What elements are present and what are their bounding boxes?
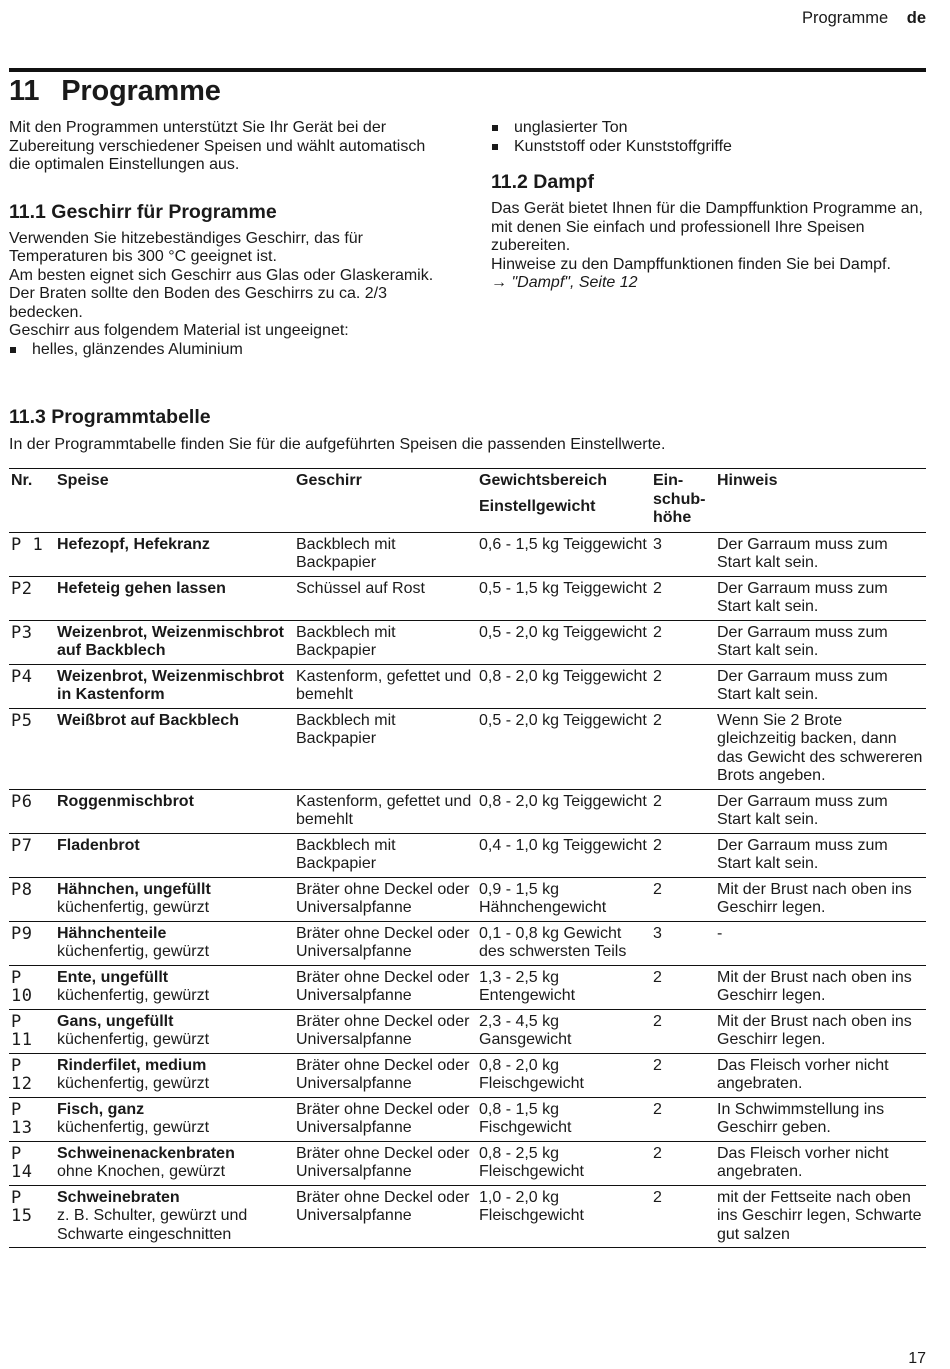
note-cell: Das Fleisch vorher nicht angebraten. bbox=[717, 1144, 889, 1180]
table-row bbox=[9, 1009, 926, 1053]
note-cell: Der Garraum muss zum Start kalt sein. bbox=[717, 836, 888, 872]
program-number: P 11 bbox=[11, 1011, 33, 1050]
cookware-cell: Backblech mit Backpapier bbox=[296, 836, 396, 872]
weight-cell: 1,3 - 2,5 kg Entengewicht bbox=[479, 968, 576, 1004]
chapter-title-text: Programme bbox=[61, 75, 221, 107]
section-11-2-title: 11.2 Dampf bbox=[491, 171, 594, 193]
program-number: P 12 bbox=[11, 1055, 33, 1094]
table-row bbox=[9, 576, 926, 620]
dish-name: Schweinenackenbraten bbox=[57, 1144, 235, 1162]
chapter-number: 11 bbox=[9, 75, 40, 107]
cookware-cell: Bräter ohne Deckel oder Universalpfanne bbox=[296, 1100, 470, 1136]
weight-cell: 0,8 - 2,5 kg Fleischgewicht bbox=[479, 1144, 584, 1180]
dish-name: Fladenbrot bbox=[57, 836, 140, 854]
note-cell: Wenn Sie 2 Brote gleichzeitig backen, dann das Gewicht des schwereren Brots angeben. bbox=[717, 711, 923, 784]
col-header-gewicht-range: Gewichtsbereich bbox=[479, 472, 608, 489]
table-row bbox=[9, 965, 926, 1009]
dish-cell bbox=[55, 576, 294, 620]
dish-name: Hefeteig gehen lassen bbox=[57, 579, 226, 597]
intro-paragraph: Mit den Programmen unterstützt Sie Ihr Gerät bei der Zubereitung verschiedener Speisen und wählt automatisch die optimalen Einstellungen aus. bbox=[9, 119, 426, 173]
section-11-1-p1: Verwenden Sie hitzebeständiges Geschirr, das für Temperaturen bis 300 °C geeignet ist. bbox=[9, 229, 363, 265]
program-number: P3 bbox=[11, 622, 33, 643]
col-header-speise: Speise bbox=[57, 472, 109, 489]
shelf-level-cell: 2 bbox=[653, 1100, 662, 1118]
shelf-level-cell: 2 bbox=[653, 792, 662, 810]
weight-cell: 0,5 - 2,0 kg Teiggewicht bbox=[479, 623, 647, 641]
note-cell: Der Garraum muss zum Start kalt sein. bbox=[717, 579, 888, 615]
table-row bbox=[9, 664, 926, 708]
program-number: P6 bbox=[11, 791, 33, 812]
cookware-cell: Bräter ohne Deckel oder Universalpfanne bbox=[296, 1012, 470, 1048]
program-number: P2 bbox=[11, 578, 33, 599]
note-cell: Mit der Brust nach oben ins Geschirr legen. bbox=[717, 968, 912, 1004]
col-header-hinweis: Hinweis bbox=[717, 472, 778, 489]
page-number: 17 bbox=[908, 1350, 926, 1367]
cookware-cell: Schüssel auf Rost bbox=[296, 579, 425, 597]
table-row bbox=[9, 877, 926, 921]
shelf-level-cell: 2 bbox=[653, 1012, 662, 1030]
dish-cell bbox=[55, 708, 294, 789]
shelf-level-cell: 2 bbox=[653, 1144, 662, 1162]
shelf-level-cell: 2 bbox=[653, 1056, 662, 1074]
header-language: de bbox=[906, 9, 926, 27]
table-row bbox=[9, 1185, 926, 1248]
shelf-level-cell: 2 bbox=[653, 711, 662, 729]
dish-cell bbox=[55, 1009, 294, 1053]
cookware-cell: Bräter ohne Deckel oder Universalpfanne bbox=[296, 924, 470, 960]
dish-cell bbox=[55, 1141, 294, 1185]
shelf-level-cell: 2 bbox=[653, 579, 662, 597]
dish-cell bbox=[55, 532, 294, 576]
note-cell: Mit der Brust nach oben ins Geschirr legen. bbox=[717, 1012, 912, 1048]
shelf-level-cell: 2 bbox=[653, 667, 662, 685]
dish-note: küchenfertig, gewürzt bbox=[57, 1031, 210, 1048]
dish-cell bbox=[55, 921, 294, 965]
dish-note: küchenfertig, gewürzt bbox=[57, 1075, 210, 1092]
program-number: P5 bbox=[11, 710, 33, 731]
dish-cell bbox=[55, 877, 294, 921]
dish-note: küchenfertig, gewürzt bbox=[57, 987, 210, 1004]
shelf-level-cell: 2 bbox=[653, 623, 662, 641]
cookware-cell: Kastenform, gefettet und bemehlt bbox=[296, 792, 472, 828]
table-row bbox=[9, 1141, 926, 1185]
cookware-cell: Backblech mit Backpapier bbox=[296, 623, 396, 659]
cookware-cell: Kastenform, gefettet und bemehlt bbox=[296, 667, 472, 703]
dish-name: Hähnchenteile bbox=[57, 924, 167, 942]
weight-cell: 0,5 - 1,5 kg Teiggewicht bbox=[479, 579, 647, 597]
weight-cell: 0,1 - 0,8 kg Gewicht des schwersten Teils bbox=[479, 924, 627, 960]
shelf-level-cell: 2 bbox=[653, 880, 662, 898]
table-row bbox=[9, 620, 926, 664]
note-cell: Der Garraum muss zum Start kalt sein. bbox=[717, 623, 888, 659]
dish-cell bbox=[55, 833, 294, 877]
left-column bbox=[9, 119, 449, 359]
running-header bbox=[802, 9, 926, 28]
cookware-cell: Bräter ohne Deckel oder Universalpfanne bbox=[296, 1188, 470, 1224]
list-item: Kunststoff oder Kunststoffgriffe bbox=[491, 138, 926, 157]
section-11-3-intro: In der Programmtabelle finden Sie für die aufgeführten Speisen die passenden Einstellwerte. bbox=[9, 436, 666, 453]
weight-cell: 0,8 - 2,0 kg Fleischgewicht bbox=[479, 1056, 584, 1092]
note-cell: - bbox=[717, 924, 723, 942]
program-number: P 15 bbox=[11, 1187, 33, 1226]
weight-cell: 0,8 - 2,0 kg Teiggewicht bbox=[479, 792, 647, 810]
dish-name: Fisch, ganz bbox=[57, 1100, 145, 1118]
col-header-hoehe: Ein-schub-höhe bbox=[653, 472, 706, 526]
weight-cell: 0,9 - 1,5 kg Hähnchengewicht bbox=[479, 880, 607, 916]
weight-cell: 0,6 - 1,5 kg Teiggewicht bbox=[479, 535, 647, 553]
table-header-row bbox=[9, 469, 926, 533]
weight-cell: 1,0 - 2,0 kg Fleischgewicht bbox=[479, 1188, 584, 1224]
section-11-3-title: 11.3 Programmtabelle bbox=[9, 406, 211, 428]
table-row bbox=[9, 1097, 926, 1141]
dish-name: Hefezopf, Hefekranz bbox=[57, 535, 210, 553]
dish-name: Schweinebraten bbox=[57, 1188, 180, 1206]
note-cell: Das Fleisch vorher nicht angebraten. bbox=[717, 1056, 889, 1092]
dish-name: Rinderfilet, medium bbox=[57, 1056, 207, 1074]
shelf-level-cell: 3 bbox=[653, 924, 662, 942]
table-row bbox=[9, 532, 926, 576]
dish-cell bbox=[55, 620, 294, 664]
program-number: P9 bbox=[11, 923, 33, 944]
table-row bbox=[9, 708, 926, 789]
col-header-gewicht-setting: Einstellgewicht bbox=[479, 497, 596, 515]
weight-cell: 0,4 - 1,0 kg Teiggewicht bbox=[479, 836, 647, 854]
note-cell: mit der Fettseite nach oben ins Geschirr legen, Schwarte gut salzen bbox=[717, 1188, 922, 1243]
header-section: Programme bbox=[801, 9, 889, 27]
shelf-level-cell: 2 bbox=[653, 836, 662, 854]
shelf-level-cell: 3 bbox=[653, 535, 662, 553]
chapter-title bbox=[9, 73, 221, 109]
dish-note: küchenfertig, gewürzt bbox=[57, 1119, 210, 1136]
dish-name: Weißbrot auf Backblech bbox=[57, 711, 239, 729]
dish-name: Hähnchen, ungefüllt bbox=[57, 880, 211, 898]
note-cell: Der Garraum muss zum Start kalt sein. bbox=[717, 535, 888, 571]
program-number: P7 bbox=[11, 835, 33, 856]
program-number: P8 bbox=[11, 879, 33, 900]
program-number: P 10 bbox=[11, 967, 33, 1006]
cookware-cell: Bräter ohne Deckel oder Universalpfanne bbox=[296, 1144, 470, 1180]
cookware-cell: Bräter ohne Deckel oder Universalpfanne bbox=[296, 968, 470, 1004]
list-item: helles, glänzendes Aluminium bbox=[9, 341, 449, 360]
dish-cell bbox=[55, 1185, 294, 1248]
section-11-1-title: 11.1 Geschirr für Programme bbox=[9, 200, 277, 223]
note-cell: Mit der Brust nach oben ins Geschirr legen. bbox=[717, 880, 912, 916]
program-number: P 1 bbox=[11, 534, 44, 555]
dish-name: Ente, ungefüllt bbox=[57, 968, 169, 986]
cookware-cell: Bräter ohne Deckel oder Universalpfanne bbox=[296, 880, 470, 916]
right-column bbox=[491, 119, 926, 293]
cross-reference-link[interactable]: "Dampf", Seite 12 bbox=[511, 274, 638, 291]
table-row bbox=[9, 789, 926, 833]
weight-cell: 0,5 - 2,0 kg Teiggewicht bbox=[479, 711, 647, 729]
cross-reference[interactable] bbox=[491, 274, 926, 293]
dish-name: Gans, ungefüllt bbox=[57, 1012, 174, 1030]
cookware-cell: Backblech mit Backpapier bbox=[296, 711, 396, 747]
weight-cell: 2,3 - 4,5 kg Gansgewicht bbox=[479, 1012, 572, 1048]
weight-cell: 0,8 - 2,0 kg Teiggewicht bbox=[479, 667, 647, 685]
section-11-1-p2: Am besten eignet sich Geschirr aus Glas oder Glaskeramik. Der Braten sollte den Boden des Geschirrs zu ca. 2/3 bedecken. bbox=[9, 266, 434, 321]
dish-cell bbox=[55, 1097, 294, 1141]
arrow-icon: → bbox=[491, 274, 507, 291]
dish-cell bbox=[55, 664, 294, 708]
table-row bbox=[9, 1053, 926, 1097]
dish-name: Weizenbrot, Weizenmischbrot in Kastenform bbox=[57, 667, 284, 703]
dish-cell bbox=[55, 789, 294, 833]
shelf-level-cell: 2 bbox=[653, 968, 662, 986]
dish-note: ohne Knochen, gewürzt bbox=[57, 1163, 226, 1180]
program-number: P 13 bbox=[11, 1099, 33, 1138]
table-row bbox=[9, 833, 926, 877]
dish-name: Weizenbrot, Weizenmischbrot auf Backblech bbox=[57, 623, 284, 659]
col-header-geschirr: Geschirr bbox=[296, 472, 362, 489]
chapter-rule bbox=[9, 68, 926, 72]
dish-note: z. B. Schulter, gewürzt und Schwarte eingeschnitten bbox=[57, 1207, 248, 1243]
program-number: P4 bbox=[11, 666, 33, 687]
list-item: unglasierter Ton bbox=[491, 119, 926, 138]
note-cell: In Schwimmstellung ins Geschirr geben. bbox=[717, 1100, 885, 1136]
dish-note: küchenfertig, gewürzt bbox=[57, 899, 210, 916]
dish-note: küchenfertig, gewürzt bbox=[57, 943, 210, 960]
note-cell: Der Garraum muss zum Start kalt sein. bbox=[717, 667, 888, 703]
dish-cell bbox=[55, 1053, 294, 1097]
dish-cell bbox=[55, 965, 294, 1009]
section-11-2-p1: Das Gerät bietet Ihnen für die Dampffunktion Programme an, mit denen Sie einfach und professionell Ihre Speisen zubereiten. bbox=[491, 200, 923, 254]
note-cell: Der Garraum muss zum Start kalt sein. bbox=[717, 792, 888, 828]
col-header-gewicht bbox=[477, 469, 651, 533]
program-number: P 14 bbox=[11, 1143, 33, 1182]
dish-name: Roggenmischbrot bbox=[57, 792, 194, 810]
cookware-cell: Bräter ohne Deckel oder Universalpfanne bbox=[296, 1056, 470, 1092]
weight-cell: 0,8 - 1,5 kg Fischgewicht bbox=[479, 1100, 572, 1136]
shelf-level-cell: 2 bbox=[653, 1188, 662, 1206]
cookware-cell: Backblech mit Backpapier bbox=[296, 535, 396, 571]
table-row bbox=[9, 921, 926, 965]
section-11-2-p2: Hinweise zu den Dampffunktionen finden Sie bei Dampf. bbox=[491, 255, 891, 273]
col-header-nr: Nr. bbox=[11, 472, 33, 489]
program-table bbox=[9, 468, 926, 1248]
section-11-1-p3: Geschirr aus folgendem Material ist ungeeignet: bbox=[9, 322, 349, 339]
